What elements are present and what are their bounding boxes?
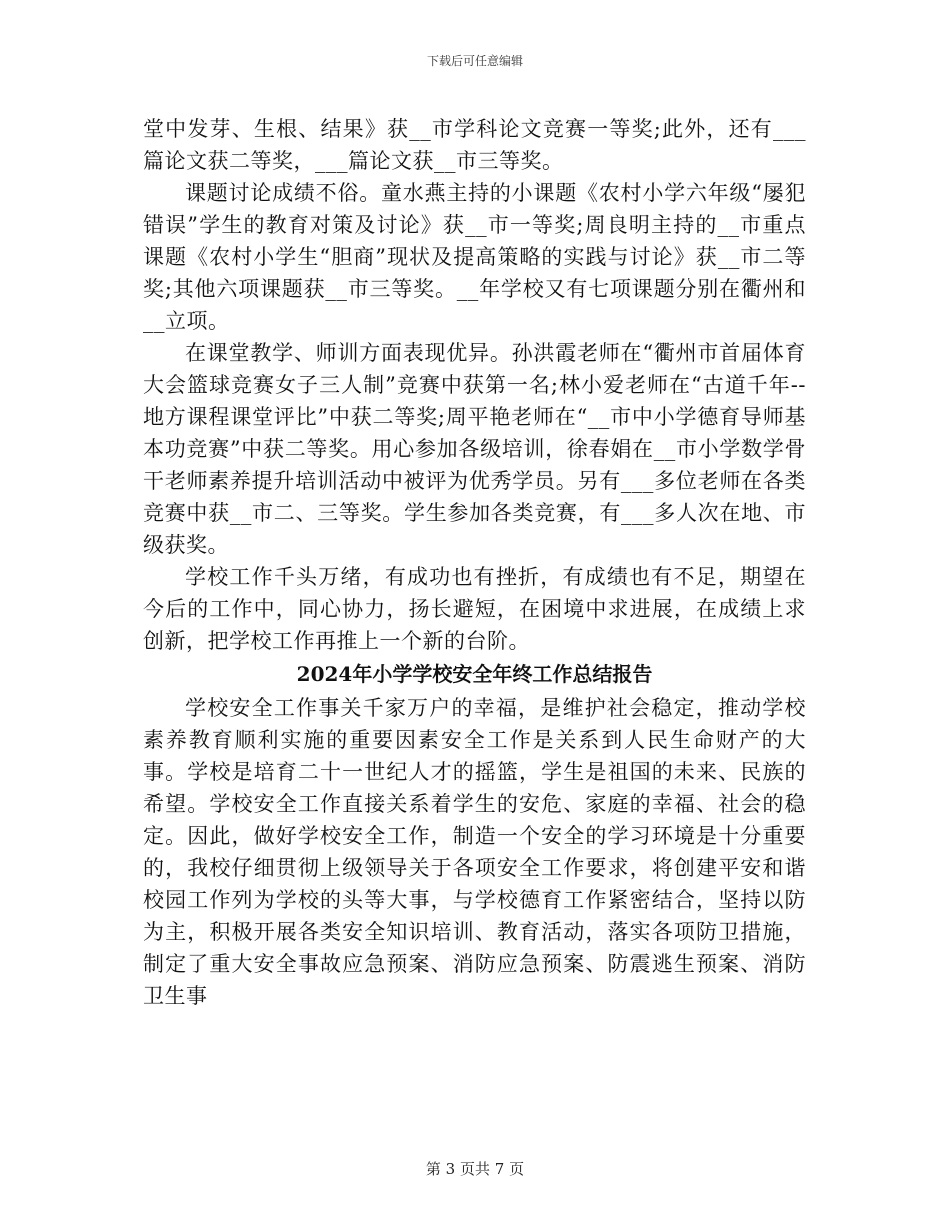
page-number: 第 3 页共 7 页 [425,1160,525,1178]
paragraph-awards-papers: 堂中发芽、生根、结果》获__市学科论文竞赛一等奖;此外，还有___篇论文获二等奖，___篇论文获__市三等奖。 [143,117,806,173]
paragraph-research-projects: 课题讨论成绩不俗。童水燕主持的小课题《农村小学六年级“屡犯错误”学生的教育对策及讨论》获__市一等奖;周良明主持的__市重点课题《农村小学生“胆商”现状及提高策略的实践与讨论》获__市二等奖;其他六项课题获__市三等奖。__年学校又有七项课题分别在衢州和__立项。 [143,181,806,333]
section-title: 2024年小学学校安全年终工作总结报告 [296,662,653,686]
paragraph-safety-intro: 学校安全工作事关千家万户的幸福，是维护社会稳定，推动学校素养教育顺利实施的重要因素安全工作是关系到人民生命财产的大事。学校是培育二十一世纪人才的摇篮，学生是祖国的未来、民族的希望。学校安全工作直接关系着学生的安危、家庭的幸福、社会的稳定。因此，做好学校安全工作，制造一个安全的学习环境是十分重要的，我校仔细贯彻上级领导关于各项安全工作要求，将创建平安和谐校园工作列为学校的头等大事，与学校德育工作紧密结合，坚持以防为主，积极开展各类安全知识培训、教育活动，落实各项防卫措施，制定了重大安全事故应急预案、消防应急预案、防震逃生预案、消防卫生事 [143,696,806,1008]
paragraph-teaching-training: 在课堂教学、师训方面表现优异。孙洪霞老师在“衢州市首届体育大会篮球竞赛女子三人制”竞赛中获第一名;林小爱老师在“古道千年--地方课程课堂评比”中获二等奖;周平艳老师在“__市中小学德育导师基本功竞赛”中获二等奖。用心参加各级培训，徐春娟在__市小学数学骨干老师素养提升培训活动中被评为优秀学员。另有___多位老师在各类竞赛中获__市二、三等奖。学生参加各类竞赛，有___多人次在地、市级获奖。 [143,341,806,557]
paragraph-conclusion: 学校工作千头万绪，有成功也有挫折，有成绩也有不足，期望在今后的工作中，同心协力，扬长避短，在困境中求进展，在成绩上求创新，把学校工作再推上一个新的台阶。 [143,565,806,653]
page-header-note: 下载后可任意编辑 [426,54,523,68]
document-body [143,113,806,1012]
